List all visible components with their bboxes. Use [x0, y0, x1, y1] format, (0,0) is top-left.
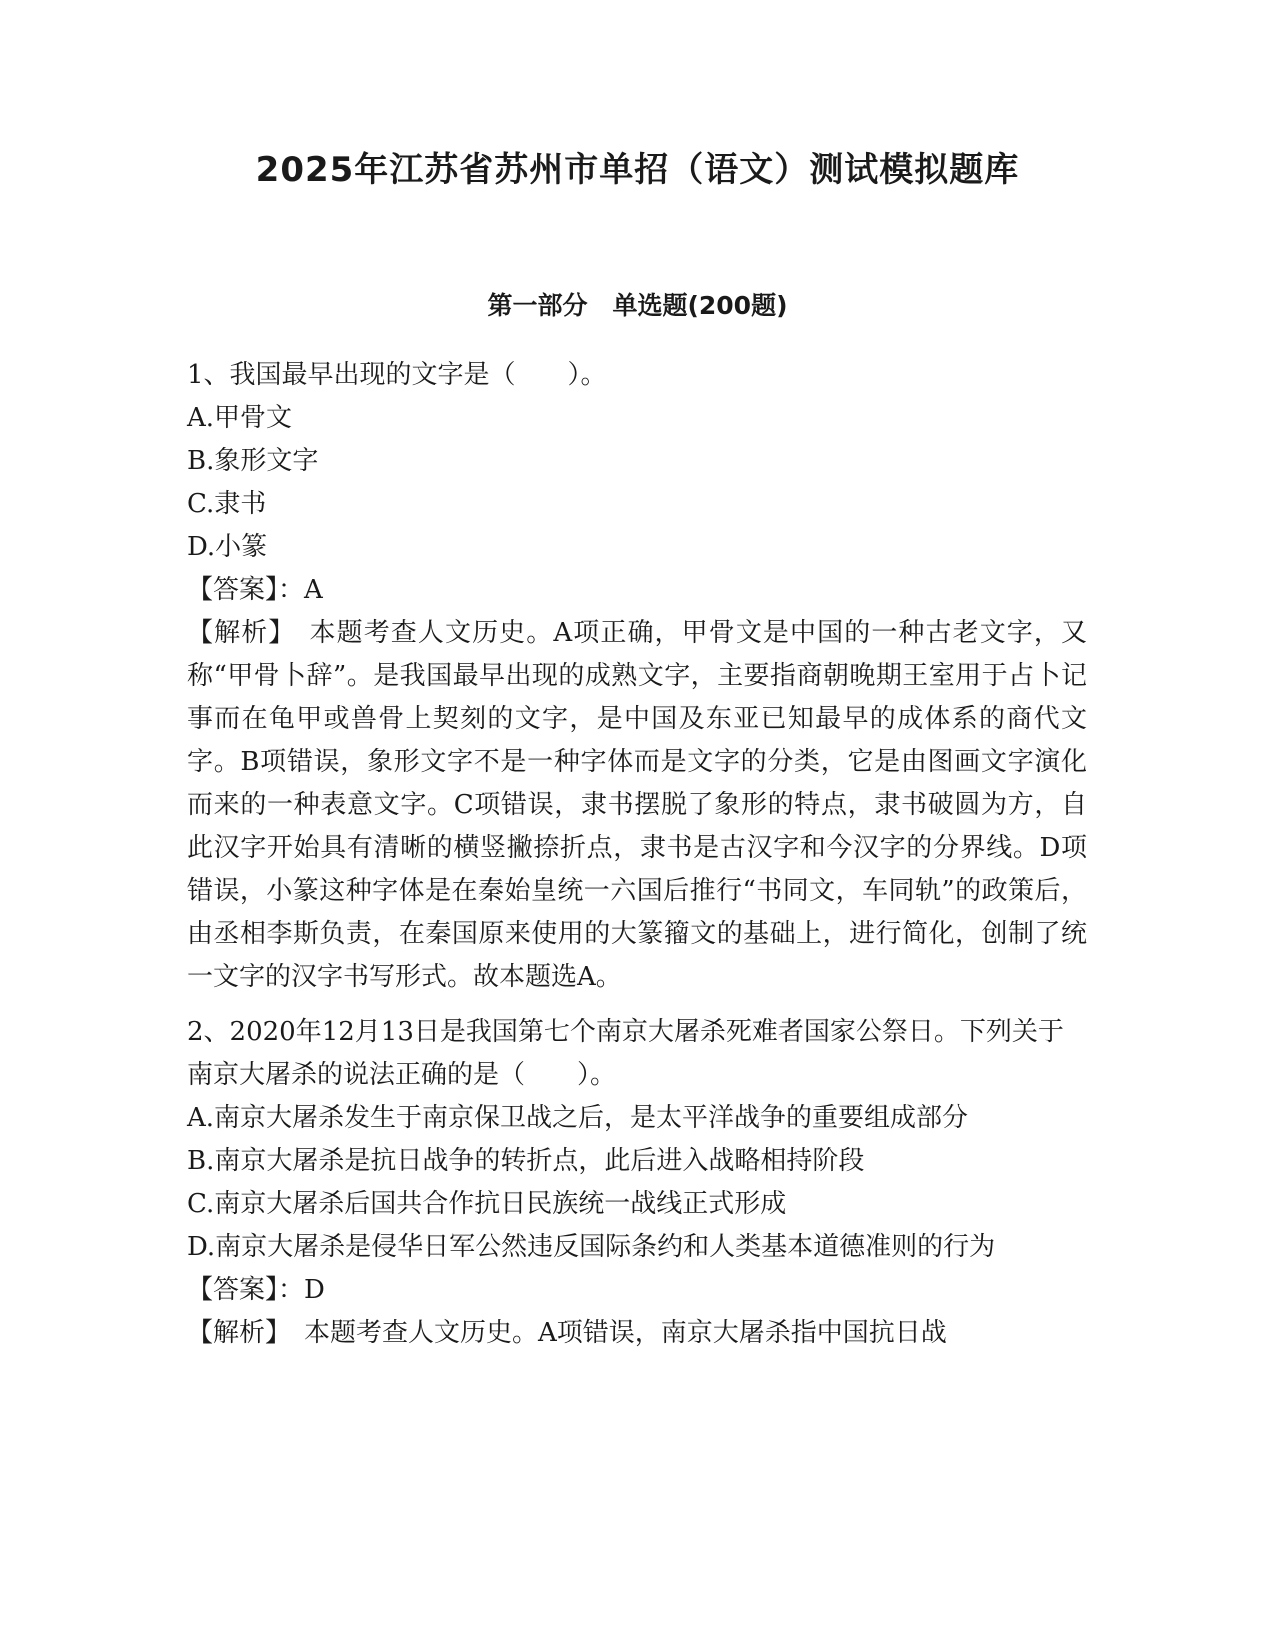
option-c: C.隶书 [187, 489, 267, 519]
answer-label: 【答案】： [187, 1275, 305, 1305]
analysis-label: 【解析】 [187, 618, 310, 648]
analysis-paragraph [187, 1312, 1087, 1355]
question-stem: 2、2020年12月13日是我国第七个南京大屠杀死难者国家公祭日。下列关于南京大屠杀的说法正确的是（ ）。 [187, 1017, 1064, 1090]
section-title: 第一部分 单选题(200题) [487, 291, 788, 320]
analysis-paragraph [187, 612, 1087, 999]
analysis-text: 本题考查人文历史。A项错误，南京大屠杀指中国抗日战 [304, 1318, 947, 1348]
option-d: D.小篆 [187, 532, 268, 562]
option-a: A.甲骨文 [187, 403, 293, 433]
option-c: C.南京大屠杀后国共合作抗日民族统一战线正式形成 [187, 1189, 787, 1219]
question-list [187, 354, 1087, 1355]
document-title: 2025年江苏省苏州市单招（语文）测试模拟题库 [255, 150, 1020, 190]
analysis-label: 【解析】 [187, 1318, 305, 1348]
question-1 [187, 354, 1087, 999]
option-b: B.象形文字 [187, 446, 319, 476]
answer-value: D [304, 1275, 325, 1305]
analysis-text: 本题考查人文历史。A项正确，甲骨文是中国的一种古老文字，又称“甲骨卜辞”。是我国最早出现的成熟文字，主要指商朝晚期王室用于占卜记事而在龟甲或兽骨上契刻的文字，是中国及东亚已知最早的成体系的商代文字。B项错误，象形文字不是一种字体而是文字的分类，它是由图画文字演化而来的一种表意文字。C项错误，隶书摆脱了象形的特点，隶书破圆为方，自此汉字开始具有清晰的横竖撇捺折点，隶书是古汉字和今汉字的分界线。D项错误，小篆这种字体是在秦始皇统一六国后推行“书同文，车同轨”的政策后，由丞相李斯负责，在秦国原来使用的大篆籀文的基础上，进行简化，创制了统一文字的汉字书写形式。故本题选A。 [187, 618, 1087, 992]
answer-value: A [304, 575, 323, 605]
answer-line [187, 569, 1087, 612]
option-b: B.南京大屠杀是抗日战争的转折点，此后进入战略相持阶段 [187, 1146, 865, 1176]
answer-line [187, 1269, 1087, 1312]
question-2 [187, 1011, 1087, 1355]
answer-label: 【答案】： [187, 575, 305, 605]
question-stem: 1、我国最早出现的文字是（ ）。 [187, 360, 607, 390]
option-a: A.南京大屠杀发生于南京保卫战之后，是太平洋战争的重要组成部分 [187, 1103, 969, 1133]
option-d: D.南京大屠杀是侵华日军公然违反国际条约和人类基本道德准则的行为 [187, 1232, 996, 1262]
